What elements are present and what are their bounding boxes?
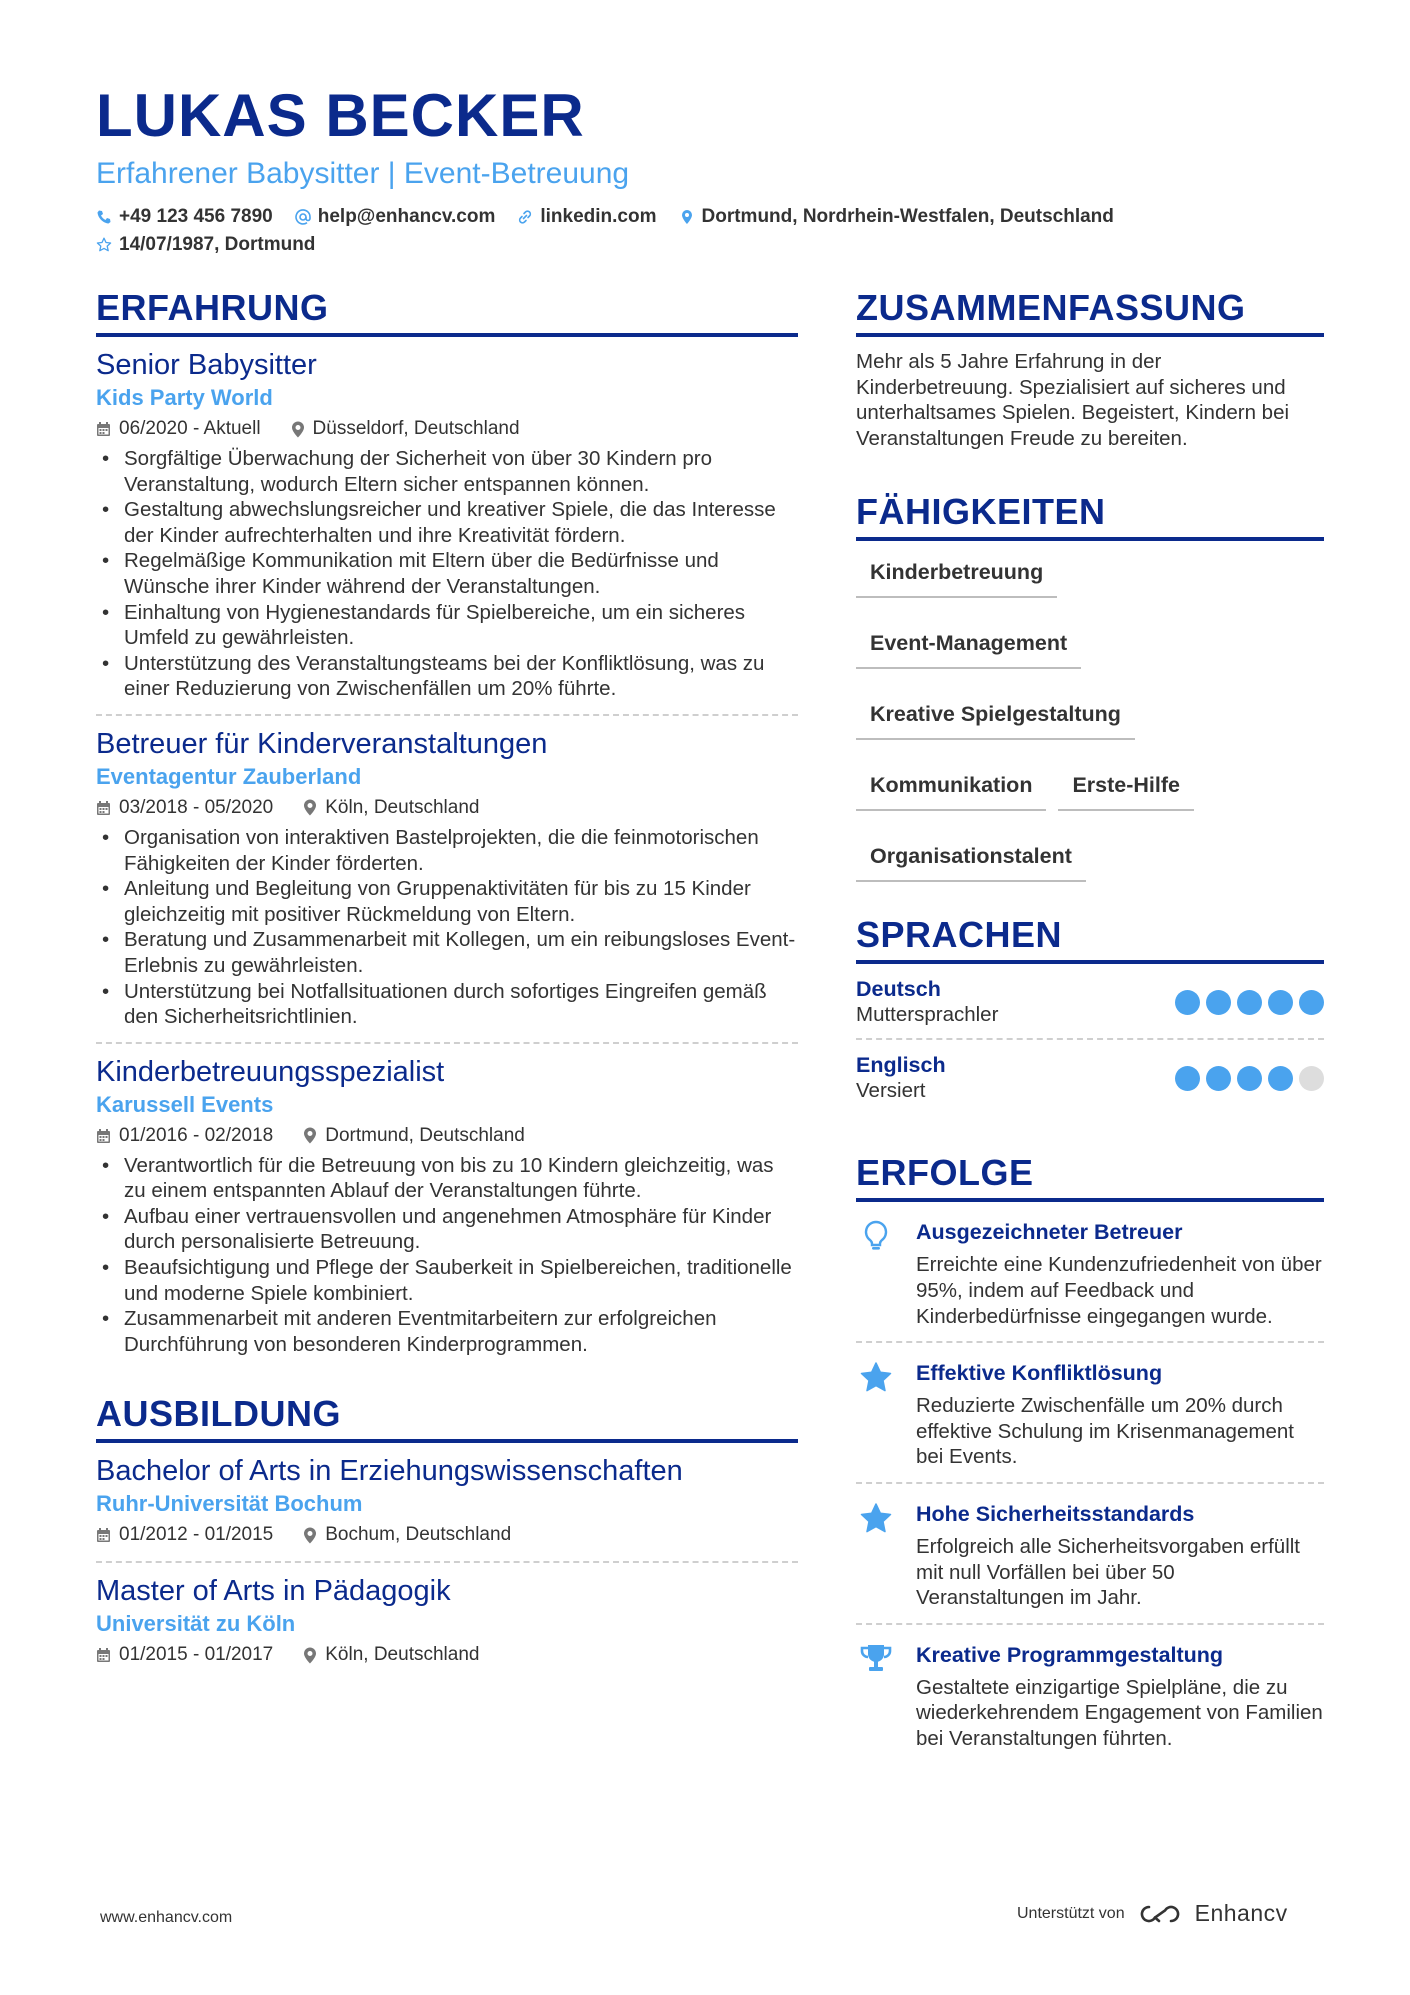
education-dates: 01/2015 - 01/2017 [119, 1644, 274, 1666]
job-title: Kinderbetreuungsspezialist [96, 1055, 445, 1088]
job-meta [96, 1122, 798, 1150]
at-icon [295, 209, 311, 225]
rating-dot-empty [1299, 1066, 1324, 1091]
job-bullets [96, 1153, 798, 1358]
job-bullet: • Aufbau einer vertrauensvollen und angenehmen Atmosphäre für Kinder durch personalisierte Betreuung. [96, 1204, 798, 1255]
language-level: Versiert [856, 1079, 926, 1103]
achievement-title: Effektive Konfliktlösung [916, 1361, 1163, 1386]
languages-heading: SPRACHEN [856, 912, 1324, 964]
education-school: Universität zu Köln [96, 1611, 296, 1637]
enhancv-logo-icon [1137, 1903, 1183, 1925]
job-dates: 06/2020 - Aktuell [119, 418, 261, 439]
left-column [96, 285, 798, 1669]
language-name: Englisch [856, 1053, 946, 1078]
job-location: Köln, Deutschland [325, 796, 480, 818]
footer-branding[interactable] [1017, 1900, 1288, 1927]
rating-dot-filled [1206, 990, 1231, 1015]
job-dates: 01/2016 - 02/2018 [119, 1124, 274, 1146]
skill-tag: Organisationstalent [856, 835, 1086, 882]
summary-heading: ZUSAMMENFASSUNG [856, 285, 1324, 337]
rating-dot-filled [1237, 1066, 1262, 1091]
achievement-item [856, 1484, 1324, 1623]
job-title: Betreuer für Kinderveranstaltungen [96, 727, 548, 760]
achievement-title: Hohe Sicherheitsstandards [916, 1501, 1195, 1526]
location-icon [303, 1647, 317, 1664]
education-dates: 01/2012 - 01/2015 [119, 1524, 274, 1546]
skill-tag: Kommunikation [856, 764, 1046, 811]
footer-powered-by: Unterstützt von [1017, 1904, 1125, 1922]
education-location: Köln, Deutschland [325, 1644, 480, 1666]
experience-heading: ERFAHRUNG [96, 285, 798, 337]
star-icon [859, 1361, 893, 1393]
contact-linkedin-text: linkedin.com [540, 206, 657, 227]
job-bullet: • Unterstützung des Veranstaltungsteams bei der Konfliktlösung, was zu einer Reduzierung von Zwischenfällen um 20% führte. [96, 651, 798, 702]
phone-icon [96, 209, 112, 225]
job-bullet: • Sorgfältige Überwachung der Sicherheit von über 30 Kindern pro Veranstaltung, wodurch Eltern sicher entspannen können. [96, 446, 798, 497]
rating-dot-filled [1268, 1066, 1293, 1091]
achievement-desc: Erreichte eine Kundenzufriedenheit von über 95%, indem auf Feedback und Kinderbedürfnisse eingegangen wurde. [916, 1253, 1322, 1328]
job-bullet: • Zusammenarbeit mit anderen Eventmitarbeitern zur erfolgreichen Durchführung von besonderen Kinderprogrammen. [96, 1306, 798, 1357]
trophy-icon [859, 1643, 893, 1675]
language-name: Deutsch [856, 977, 941, 1002]
calendar-icon [96, 800, 111, 816]
location-icon [303, 1527, 317, 1544]
rating-dot-filled [1175, 990, 1200, 1015]
job-bullets [96, 446, 798, 702]
job-bullet: • Beratung und Zusammenarbeit mit Kollegen, um ein reibungsloses Event-Erlebnis zu gewährleisten. [96, 927, 798, 978]
skill-tag: Event-Management [856, 622, 1081, 669]
job-bullet: • Beaufsichtigung und Pflege der Sauberkeit in Spielbereichen, traditionelle und moderne Spiele kombiniert. [96, 1255, 798, 1306]
education-degree: Bachelor of Arts in Erziehungswissenschaften [96, 1455, 683, 1488]
calendar-icon [96, 421, 111, 437]
star-icon [96, 237, 112, 253]
language-level: Muttersprachler [856, 1003, 999, 1027]
achievement-title: Ausgezeichneter Betreuer [916, 1220, 1183, 1245]
achievement-item [856, 1202, 1324, 1341]
achievement-item [856, 1625, 1324, 1764]
job-entry [96, 1044, 798, 1358]
achievement-desc: Erfolgreich alle Sicherheitsvorgaben erfüllt mit null Vorfällen bei über 50 Veranstaltungen im Jahr. [916, 1534, 1301, 1610]
job-company: Karussell Events [96, 1091, 274, 1117]
education-entry [96, 1563, 798, 1669]
resume-header [96, 84, 1326, 256]
education-degree: Master of Arts in Pädagogik [96, 1575, 451, 1608]
candidate-name: LUKAS BECKER [96, 82, 585, 149]
job-title: Senior Babysitter [96, 349, 317, 381]
location-icon [679, 209, 695, 225]
job-bullet: • Einhaltung von Hygienestandards für Spielbereiche, um ein sicheres Umfeld zu gewährleisten. [96, 600, 798, 651]
education-heading: AUSBILDUNG [96, 1391, 798, 1443]
education-location: Bochum, Deutschland [325, 1524, 512, 1546]
job-bullet: • Regelmäßige Kommunikation mit Eltern über die Bedürfnisse und Wünsche ihrer Kinder während der Veranstaltungen. [96, 548, 798, 599]
location-icon [291, 421, 305, 438]
contact-linkedin[interactable] [517, 206, 656, 228]
achievements-heading: ERFOLGE [856, 1150, 1324, 1202]
skill-tag: Kinderbetreuung [856, 551, 1057, 598]
contact-email-text: help@enhancv.com [317, 206, 496, 227]
contact-phone-text: +49 123 456 7890 [119, 206, 273, 227]
education-meta [96, 1641, 798, 1669]
rating-dot-filled [1206, 1066, 1231, 1091]
star-icon [859, 1502, 893, 1534]
footer-brand: Enhancv [1194, 1900, 1288, 1926]
calendar-icon [96, 1128, 111, 1144]
rating-dot-filled [1237, 990, 1262, 1015]
job-meta [96, 794, 798, 822]
achievement-desc: Gestaltete einzigartige Spielpläne, die zu wiederkehrendem Engagement von Familien bei Veranstaltungen führten. [916, 1675, 1323, 1750]
job-dates: 03/2018 - 05/2020 [119, 796, 274, 818]
right-column [856, 285, 1324, 1764]
location-icon [303, 1127, 317, 1144]
education-entry [96, 1443, 798, 1563]
rating-dot-filled [1175, 1066, 1200, 1091]
rating-dot-filled [1299, 990, 1324, 1015]
job-company: Eventagentur Zauberland [96, 763, 362, 789]
contact-birth-text: 14/07/1987, Dortmund [119, 234, 316, 255]
contact-list [96, 206, 1296, 256]
achievement-item [856, 1343, 1324, 1482]
footer-website[interactable]: www.enhancv.com [100, 1909, 233, 1926]
skills-heading: FÄHIGKEITEN [856, 489, 1324, 541]
contact-email[interactable] [295, 206, 496, 228]
job-bullets [96, 825, 798, 1030]
link-icon [517, 209, 533, 225]
contact-location [679, 206, 1114, 228]
rating-dot-filled [1268, 990, 1293, 1015]
language-item [856, 1040, 1324, 1114]
language-item [856, 964, 1324, 1038]
education-meta [96, 1521, 798, 1549]
skill-tag: Erste-Hilfe [1058, 764, 1194, 811]
language-rating [1175, 990, 1324, 1015]
job-bullet: • Organisation von interaktiven Bastelprojekten, die die feinmotorischen Fähigkeiten der Kinder förderten. [96, 825, 798, 876]
candidate-title: Erfahrener Babysitter | Event-Betreuung [96, 157, 630, 190]
location-icon [303, 799, 317, 816]
summary-text: Mehr als 5 Jahre Erfahrung in der Kinderbetreuung. Spezialisiert auf sicheres und unterhaltsames Spielen. Begeistert, Kindern bei Veranstaltungen Freude zu bereiten. [856, 350, 1290, 450]
contact-birth [96, 234, 315, 256]
job-bullet: • Gestaltung abwechslungsreicher und kreativer Spiele, die das Interesse der Kinder aufrechterhalten und ihre Kreativität fördern. [96, 497, 798, 548]
skills-list [856, 551, 1324, 882]
calendar-icon [96, 1527, 111, 1543]
job-location: Düsseldorf, Deutschland [312, 418, 520, 439]
contact-location-text: Dortmund, Nordrhein-Westfalen, Deutschland [701, 206, 1114, 227]
job-company: Kids Party World [96, 385, 273, 410]
job-bullet: • Verantwortlich für die Betreuung von bis zu 10 Kindern gleichzeitig, was zu einem entspannten Ablauf der Veranstaltungen führte. [96, 1153, 798, 1204]
achievement-desc: Reduzierte Zwischenfälle um 20% durch effektive Schulung im Krisenmanagement bei Events. [916, 1394, 1294, 1469]
education-school: Ruhr-Universität Bochum [96, 1491, 363, 1517]
lightbulb-icon [863, 1220, 889, 1252]
contact-phone[interactable] [96, 206, 273, 228]
language-rating [1175, 1066, 1324, 1091]
job-meta [96, 415, 798, 443]
job-entry [96, 716, 798, 1044]
achievement-title: Kreative Programmgestaltung [916, 1642, 1224, 1667]
job-bullet: • Unterstützung bei Notfallsituationen durch sofortiges Eingreifen gemäß den Sicherheitsrichtlinien. [96, 979, 798, 1030]
calendar-icon [96, 1647, 111, 1663]
job-entry [96, 337, 798, 716]
skill-tag: Kreative Spielgestaltung [856, 693, 1135, 740]
job-location: Dortmund, Deutschland [325, 1124, 525, 1146]
job-bullet: • Anleitung und Begleitung von Gruppenaktivitäten für bis zu 15 Kinder gleichzeitig mit positiver Rückmeldung von Eltern. [96, 876, 798, 927]
